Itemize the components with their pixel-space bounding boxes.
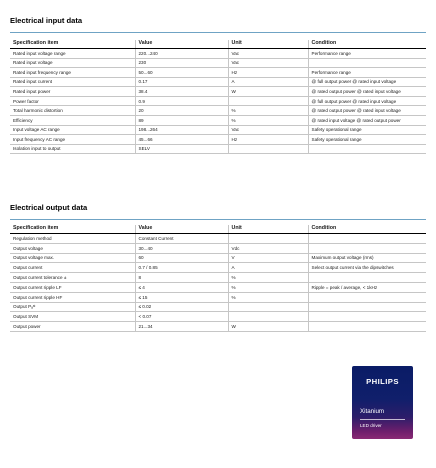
cell-unit: % — [228, 292, 308, 302]
cell-specification-item: Rated input current — [10, 77, 135, 87]
header-unit: Unit — [228, 225, 308, 234]
cell-value: 0.7 / 0.85 — [135, 263, 228, 273]
cell-specification-item: Power factor — [10, 96, 135, 106]
cell-condition: Safety operational range — [308, 125, 426, 135]
cell-unit — [228, 144, 308, 154]
output-section-rule — [10, 219, 426, 220]
cell-condition: Maximum output voltage (rms) — [308, 253, 426, 263]
table-row — [10, 68, 426, 78]
logo-product-text: Xitanium — [360, 408, 385, 415]
logo-subtitle-text: LED driver — [360, 423, 382, 428]
cell-unit: % — [228, 282, 308, 292]
cell-specification-item: Output voltage — [10, 243, 135, 253]
cell-unit: A — [228, 263, 308, 273]
cell-specification-item: Output power — [10, 322, 135, 332]
output-section-title: Electrical output data — [10, 203, 88, 212]
cell-specification-item: Output current ripple LF — [10, 282, 135, 292]
cell-value: 8 — [135, 273, 228, 283]
cell-specification-item: Output current ripple HF — [10, 292, 135, 302]
table-row — [10, 282, 426, 292]
header-value: Value — [135, 40, 228, 49]
cell-condition: @ full output power @ rated input voltage — [308, 96, 426, 106]
cell-specification-item: Rated input voltage range — [10, 49, 135, 59]
cell-value: 89 — [135, 115, 228, 125]
cell-value: 21...34 — [135, 322, 228, 332]
cell-unit: Hz — [228, 68, 308, 78]
header-value: Value — [135, 225, 228, 234]
header-specification-item: Specification item — [10, 225, 135, 234]
output-table — [10, 225, 426, 332]
cell-specification-item: Output current tolerance ± — [10, 273, 135, 283]
table-row — [10, 273, 426, 283]
cell-condition: Performance range — [308, 68, 426, 78]
cell-value: 20 — [135, 106, 228, 116]
cell-specification-item: Input frequency AC range — [10, 135, 135, 145]
cell-condition: Performance range — [308, 49, 426, 59]
cell-value: SELV — [135, 144, 228, 154]
table-row — [10, 58, 426, 68]
cell-condition — [308, 144, 426, 154]
cell-unit — [228, 302, 308, 312]
cell-specification-item: Efficiency — [10, 115, 135, 125]
cell-specification-item: Rated input power — [10, 87, 135, 97]
cell-condition: Ripple = peak / average, < 1kHz — [308, 282, 426, 292]
header-unit: Unit — [228, 40, 308, 49]
logo-brand-text: PHILIPS — [366, 377, 399, 386]
cell-unit — [228, 312, 308, 322]
cell-condition — [308, 58, 426, 68]
cell-value: ≤ 4 — [135, 282, 228, 292]
cell-condition — [308, 312, 426, 322]
table-row — [10, 302, 426, 312]
table-row — [10, 87, 426, 97]
cell-specification-item: Input voltage AC range — [10, 125, 135, 135]
cell-value: 60 — [135, 253, 228, 263]
cell-unit: Vac — [228, 49, 308, 59]
cell-value: ≤ 15 — [135, 292, 228, 302]
table-row — [10, 106, 426, 116]
table-row — [10, 234, 426, 244]
cell-value: 50...60 — [135, 68, 228, 78]
cell-condition: @ rated output power @ rated input voltage — [308, 87, 426, 97]
cell-condition — [308, 234, 426, 244]
table-row — [10, 125, 426, 135]
cell-specification-item: Output Pₐˢᵗ — [10, 302, 135, 312]
cell-condition — [308, 273, 426, 283]
cell-specification-item: Output voltage max. — [10, 253, 135, 263]
header-specification-item: Specification item — [10, 40, 135, 49]
input-section-title: Electrical input data — [10, 16, 83, 25]
cell-value: 0.17 — [135, 77, 228, 87]
philips-xitanium-logo — [352, 366, 413, 439]
table-row — [10, 49, 426, 59]
table-row — [10, 292, 426, 302]
cell-condition: @ rated input voltage @ rated output power — [308, 115, 426, 125]
cell-value: 198...264 — [135, 125, 228, 135]
cell-specification-item: Regulation method — [10, 234, 135, 244]
cell-unit: W — [228, 322, 308, 332]
table-row — [10, 77, 426, 87]
header-condition: Condition — [308, 225, 426, 234]
table-header-row — [10, 225, 426, 234]
cell-condition — [308, 302, 426, 312]
cell-value: 30...40 — [135, 243, 228, 253]
cell-condition — [308, 243, 426, 253]
cell-condition: Safety operational range — [308, 135, 426, 145]
cell-condition: @ rated output power @ rated input voltage — [308, 106, 426, 116]
cell-condition — [308, 322, 426, 332]
cell-specification-item: Rated input voltage — [10, 58, 135, 68]
table-row — [10, 322, 426, 332]
cell-value: ≤ 0.02 — [135, 302, 228, 312]
cell-unit: % — [228, 273, 308, 283]
cell-unit: A — [228, 77, 308, 87]
table-row — [10, 144, 426, 154]
table-row — [10, 253, 426, 263]
table-row — [10, 96, 426, 106]
cell-unit: V — [228, 253, 308, 263]
table-row — [10, 115, 426, 125]
logo-divider — [360, 419, 405, 420]
cell-specification-item: Output SVM — [10, 312, 135, 322]
cell-value: 0.9 — [135, 96, 228, 106]
cell-specification-item: Isolation input to output — [10, 144, 135, 154]
table-header-row — [10, 40, 426, 49]
cell-specification-item: Output current — [10, 263, 135, 273]
cell-value: Constant Current — [135, 234, 228, 244]
cell-specification-item: Rated input frequency range — [10, 68, 135, 78]
cell-unit: % — [228, 106, 308, 116]
cell-condition — [308, 292, 426, 302]
cell-unit — [228, 96, 308, 106]
cell-value: 220...240 — [135, 49, 228, 59]
cell-condition: @ full output power @ rated input voltage — [308, 77, 426, 87]
cell-unit: W — [228, 87, 308, 97]
cell-unit: Vdc — [228, 243, 308, 253]
table-row — [10, 263, 426, 273]
cell-value: 38.4 — [135, 87, 228, 97]
cell-value: < 0.07 — [135, 312, 228, 322]
cell-condition: Select output current via the dipswitches — [308, 263, 426, 273]
input-table — [10, 40, 426, 154]
input-section-rule — [10, 32, 426, 33]
header-condition: Condition — [308, 40, 426, 49]
cell-value: 230 — [135, 58, 228, 68]
table-row — [10, 243, 426, 253]
cell-specification-item: Total harmonic distortion — [10, 106, 135, 116]
cell-unit: Vac — [228, 125, 308, 135]
cell-value: 45...66 — [135, 135, 228, 145]
table-row — [10, 135, 426, 145]
cell-unit: % — [228, 115, 308, 125]
cell-unit: Vac — [228, 58, 308, 68]
cell-unit: Hz — [228, 135, 308, 145]
table-row — [10, 312, 426, 322]
cell-unit — [228, 234, 308, 244]
